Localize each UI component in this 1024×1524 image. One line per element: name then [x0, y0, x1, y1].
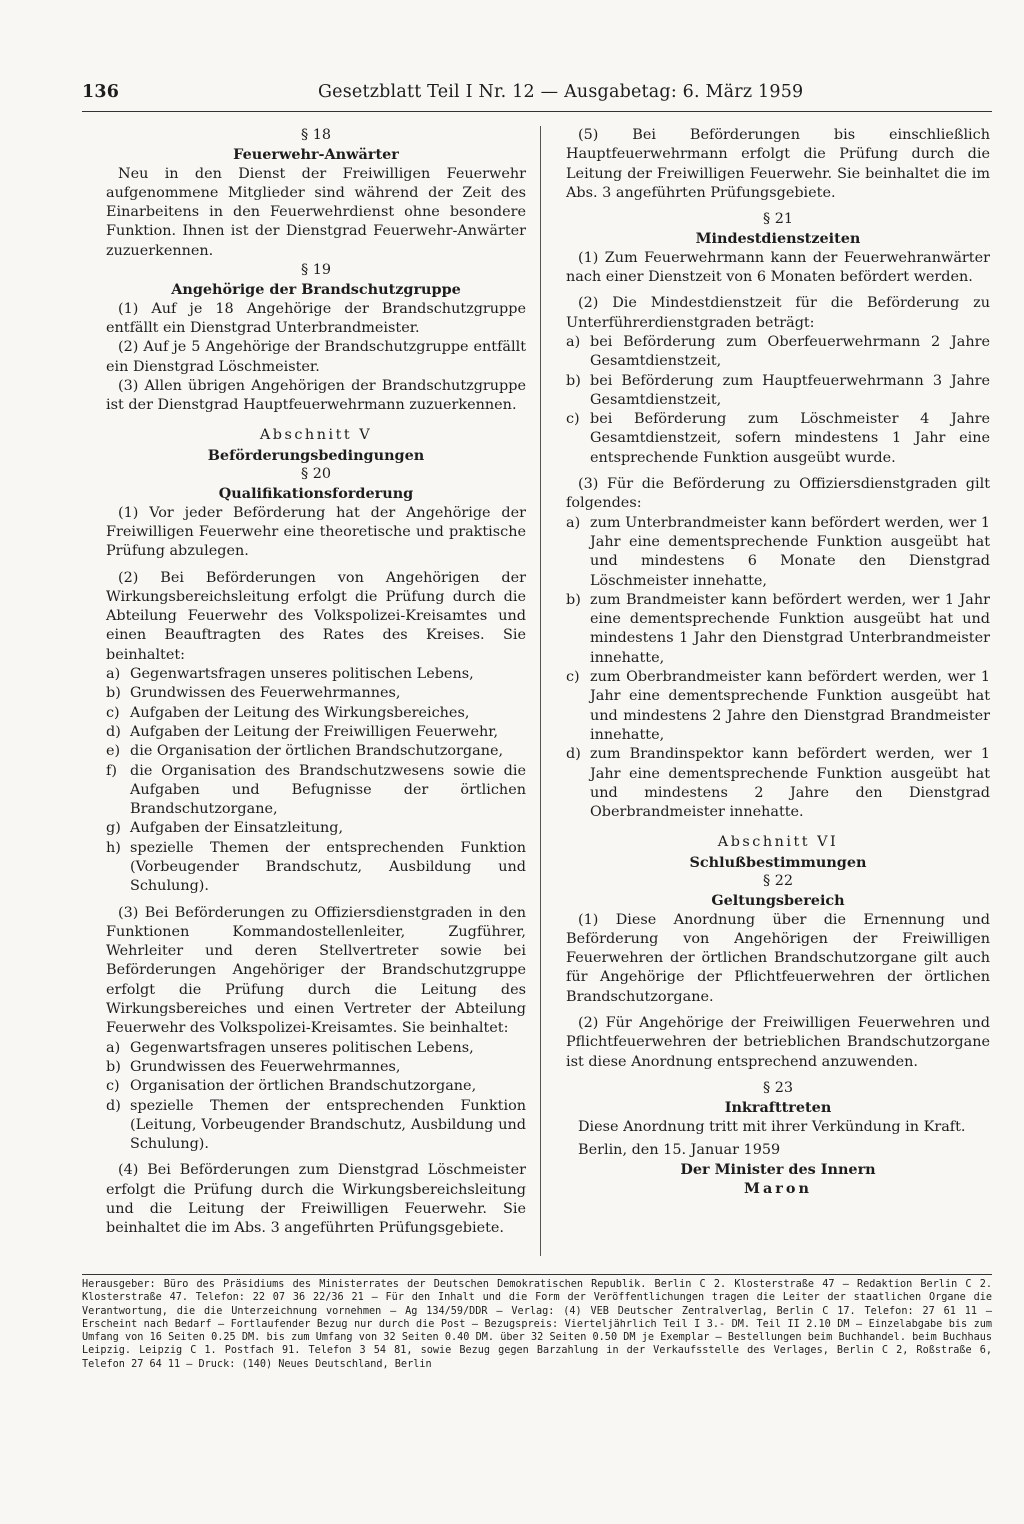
section-19-paragraph-3: (3) Allen übrigen Angehörigen der Brandschutzgruppe ist der Dienstgrad Hauptfeuerwehrmann zuzuerkennen.: [106, 377, 526, 414]
list-item: [566, 372, 990, 411]
section-20-title: Qualifikationsforderung: [218, 485, 414, 503]
section-19-paragraph-1: (1) Auf je 18 Angehörige der Brandschutzgruppe entfällt ein Dienstgrad Unterbrandmeister.: [106, 300, 526, 336]
list-item: [566, 668, 990, 745]
list-label: c): [106, 1078, 120, 1095]
list-item: [106, 1077, 526, 1096]
section-21-number: § 21: [762, 211, 794, 228]
list-label: c): [106, 704, 120, 721]
section-20-paragraph-2: (2) Bei Beförderungen von Angehörigen der Wirkungsbereichsleitung erfolgt die Prüfung durch die Abteilung Feuerwehr des Volkspolizei-Kreisamtes und einen Beauftragten des Rates des Kreises. Sie beinhaltet:: [106, 569, 526, 663]
header-rule: [82, 111, 992, 112]
list-label: g): [106, 820, 121, 837]
section-21-title: Mindestdienstzeiten: [695, 230, 861, 248]
list-item: [106, 819, 526, 838]
section-20-list-3: [106, 1039, 526, 1155]
list-text: zum Oberbrandmeister kann befördert werden, wer 1 Jahr eine dementsprechende Funktion ausgeübt hat und mindestens 2 Jahre den Dienstgrad Brandmeister innehatte,: [590, 669, 990, 743]
list-text: die Organisation der örtlichen Brandschutzorgane,: [130, 743, 504, 760]
page-number: 136: [82, 82, 120, 102]
section-18-paragraph: Neu in den Dienst der Freiwilligen Feuerwehr aufgenommene Mitglieder sind während der Zeit des Einarbeitens in den Feuerwehrdienst ohne besondere Funktion. Ihnen ist der Dienstgrad Feuerwehr-Anwärter zuzuerkennen.: [106, 165, 526, 259]
list-text: Gegenwartsfragen unseres politischen Lebens,: [130, 666, 474, 683]
section-21-paragraph-3: (3) Für die Beförderung zu Offiziersdienstgraden gilt folgendes:: [566, 476, 990, 512]
section-20-paragraph-1: (1) Vor jeder Beförderung hat der Angehörige der Freiwilligen Feuerwehr eine theoretische und praktische Prüfung abzulegen.: [106, 504, 526, 560]
list-text: bei Beförderung zum Hauptfeuerwehrmann 3 Jahre Gesamtdienstzeit,: [590, 372, 990, 408]
list-item: [106, 839, 526, 897]
list-item: [106, 723, 526, 742]
date-line: Berlin, den 15. Januar 1959: [578, 1141, 781, 1158]
section-20-paragraph-4: (4) Bei Beförderungen zum Dienstgrad Löschmeister erfolgt die Prüfung durch die Wirkungsbereichsleitung und die Leitung der Freiwilligen Feuerwehr. Sie beinhaltet die im Abs. 3 angeführten Prüfungsgebiete.: [106, 1162, 526, 1237]
signature-title: Der Minister des Innern: [680, 1161, 876, 1179]
list-label: a): [106, 666, 121, 683]
list-label: a): [106, 1039, 121, 1056]
list-item: [106, 1039, 526, 1058]
list-label: d): [566, 746, 581, 763]
section-21-paragraph-1: (1) Zum Feuerwehrmann kann der Feuerwehranwärter nach einer Dienstzeit von 6 Monaten befördert werden.: [566, 249, 990, 286]
section-20-paragraph-3: (3) Bei Beförderungen zu Offiziersdienstgraden in den Funktionen Kommandostellenleiter, Zugführer, Wehrleiter und deren Stellvertreter sowie bei Beförderungen Angehöriger der Brandschutzgruppe erfolgt die Prüfung durch die Leitung des Wirkungsbereiches und einen Vertreter der Abteilung Feuerwehr des Volkspolizei-Kreisamtes. Sie beinhaltet:: [106, 904, 526, 1037]
section-23-title: Inkrafttreten: [724, 1099, 832, 1117]
section-19-paragraph-2: (2) Auf je 5 Angehörige der Brandschutzgruppe entfällt ein Dienstgrad Löschmeister.: [106, 339, 526, 375]
list-item: [566, 745, 990, 822]
list-item: [106, 762, 526, 820]
list-item: [566, 591, 990, 668]
running-title: Gesetzblatt Teil I Nr. 12 — Ausgabetag: 6. März 1959: [318, 82, 804, 102]
abschnitt-v-title: Beförderungsbedingungen: [207, 446, 425, 464]
list-label: f): [106, 762, 117, 779]
left-column: [106, 126, 526, 1239]
list-label: b): [566, 372, 581, 389]
list-text: Aufgaben der Einsatzleitung,: [130, 820, 344, 837]
section-22-title: Geltungsbereich: [711, 892, 845, 910]
section-20-list-2: [106, 665, 526, 897]
right-column: [566, 126, 990, 1199]
list-label: b): [566, 591, 581, 608]
list-item: [106, 665, 526, 684]
section-21-paragraph-2: (2) Die Mindestdienstzeit für die Beförderung zu Unterführerdienstgraden beträgt:: [566, 295, 990, 331]
list-label: h): [106, 839, 121, 856]
list-label: a): [566, 514, 581, 531]
list-label: d): [106, 723, 121, 740]
section-20-number: § 20: [300, 466, 332, 483]
section-23-paragraph: Diese Anordnung tritt mit ihrer Verkündung in Kraft.: [578, 1118, 966, 1135]
abschnitt-v-heading: Abschnitt V: [259, 427, 373, 444]
section-22-paragraph-1: (1) Diese Anordnung über die Ernennung und Beförderung von Angehörigen der Freiwilligen Feuerwehren der örtlichen Brandschutzorgane gilt auch für Angehörige der Pflichtfeuerwehren der örtlichen Brandschutzorgane.: [566, 911, 990, 1005]
list-label: d): [106, 1097, 121, 1114]
list-text: spezielle Themen der entsprechenden Funktion (Vorbeugender Brandschutz, Ausbildung und Schulung).: [130, 839, 526, 895]
list-text: Grundwissen des Feuerwehrmannes,: [130, 1058, 401, 1075]
list-item: [106, 684, 526, 703]
list-item: [566, 514, 990, 591]
section-21-list-3: [566, 514, 990, 823]
section-19-number: § 19: [300, 262, 332, 279]
list-item: [566, 333, 990, 372]
section-20-paragraph-5: (5) Bei Beförderungen bis einschließlich Hauptfeuerwehrmann erfolgt die Prüfung durch die Leitung der Freiwilligen Feuerwehr. Sie beinhaltet die im Abs. 3 angeführten Prüfungsgebiete.: [566, 127, 990, 201]
list-label: b): [106, 1058, 121, 1075]
abschnitt-vi-heading: Abschnitt VI: [717, 834, 839, 851]
list-text: Aufgaben der Leitung der Freiwilligen Feuerwehr,: [130, 723, 499, 740]
list-text: Gegenwartsfragen unseres politischen Lebens,: [130, 1039, 474, 1056]
list-text: zum Unterbrandmeister kann befördert werden, wer 1 Jahr eine dementsprechende Funktion ausgeübt hat und mindestens 6 Monate den Dienstgrad Löschmeister innehatte,: [590, 514, 990, 589]
section-22-paragraph-2: (2) Für Angehörige der Freiwilligen Feuerwehren und Pflichtfeuerwehren der betrieblichen Brandschutzorgane ist diese Anordnung entsprechend anzuwenden.: [566, 1015, 990, 1070]
list-label: b): [106, 685, 121, 702]
list-text: bei Beförderung zum Löschmeister 4 Jahre Gesamtdienstzeit, sofern mindestens 1 Jahr eine entsprechende Funktion ausgeübt wurde.: [590, 411, 990, 466]
list-item: [106, 1058, 526, 1077]
list-text: spezielle Themen der entsprechenden Funktion (Leitung, Vorbeugender Brandschutz, Ausbildung und Schulung).: [130, 1097, 526, 1153]
list-text: Organisation der örtlichen Brandschutzorgane,: [130, 1078, 477, 1095]
section-19-title: Angehörige der Brandschutzgruppe: [171, 281, 461, 299]
list-label: c): [566, 669, 580, 686]
list-text: die Organisation des Brandschutzwesens sowie die Aufgaben und Befugnisse der örtlichen Brandschutzorgane,: [130, 762, 526, 818]
section-21-list-2: [566, 333, 990, 468]
list-text: zum Brandmeister kann befördert werden, wer 1 Jahr eine dementsprechende Funktion ausgeübt hat und mindestens 1 Jahr den Dienstgrad Unterbrandmeister innehatte,: [590, 591, 990, 666]
list-label: e): [106, 743, 121, 760]
footer-rule: [82, 1274, 992, 1275]
imprint-footer: Herausgeber: Büro des Präsidiums des Ministerrates der Deutschen Demokratischen Republik. Berlin C 2. Klosterstraße 47 — Redaktion Berlin C 2. Klosterstraße 47. Telefon: 22 07 36 22/36 21 — Für den Inhalt und die Form der Veröffentlichungen tragen die Leiter der staatlichen Organe die Verantwortung, die die Unterzeichnung vornehmen — Ag 134/59/DDR — Verlag: (4) VEB Deutscher Zentralverlag, Berlin C 17. Telefon: 27 61 11 — Erscheint nach Bedarf — Fortlaufender Bezug nur durch die Post — Bezugspreis: Vierteljährlich Teil I 3.- DM. Teil II 2.10 DM — Einzelabgabe bis zum Umfang von 16 Seiten 0.25 DM. bis zum Umfang von 32 Seiten 0.40 DM. über 32 Seiten 0.50 DM je Exemplar — Bestellungen beim Buchhandel. beim Buchhaus Leipzig. Leipzig C 1. Postfach 91. Telefon 3 54 81, sowie Bezug gegen Barzahlung in der Verkaufsstelle des Verlages, Berlin C 2, Roßstraße 6, Telefon 27 64 11 — Druck: (140) Neues Deutschland, Berlin: [82, 1279, 992, 1370]
list-item: [106, 742, 526, 761]
list-item: [106, 1097, 526, 1155]
list-label: a): [566, 333, 581, 350]
list-text: Aufgaben der Leitung des Wirkungsbereiches,: [130, 704, 470, 721]
list-text: zum Brandinspektor kann befördert werden, wer 1 Jahr eine dementsprechende Funktion ausgeübt hat und mindestens 2 Jahre den Dienstgrad Oberbrandmeister innehatte.: [590, 746, 990, 821]
list-label: c): [566, 411, 580, 428]
section-18-number: § 18: [300, 127, 332, 143]
abschnitt-vi-title: Schlußbestimmungen: [689, 853, 867, 871]
column-divider: [540, 126, 541, 1256]
section-18-title: Feuerwehr-Anwärter: [233, 146, 399, 164]
list-text: Grundwissen des Feuerwehrmannes,: [130, 685, 401, 702]
list-item: [566, 410, 990, 468]
signature-name: Maron: [744, 1180, 812, 1198]
list-text: bei Beförderung zum Oberfeuerwehrmann 2 Jahre Gesamtdienstzeit,: [590, 333, 990, 370]
list-item: [106, 704, 526, 723]
section-23-number: § 23: [762, 1079, 794, 1096]
section-22-number: § 22: [762, 872, 794, 889]
page-header: [82, 82, 992, 108]
